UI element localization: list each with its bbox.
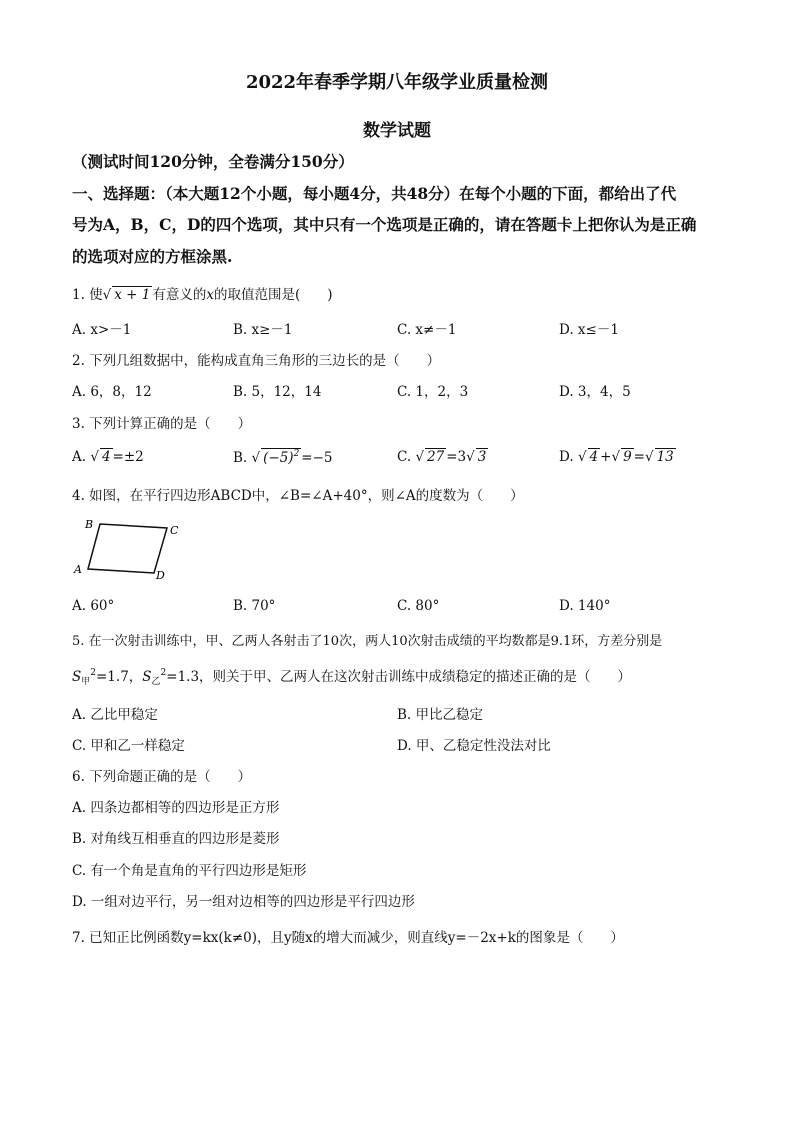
q1-var: x — [206, 287, 215, 303]
question-1-stem — [72, 283, 333, 303]
q2-option-d[interactable]: D. 3，4，5 — [559, 384, 631, 400]
q4-option-c[interactable]: C. 80° — [397, 598, 440, 614]
q1-option-b[interactable]: B. x≥－1 — [233, 322, 293, 338]
q4-option-d[interactable]: D. 140° — [559, 598, 611, 614]
q5-option-c[interactable]: C. 甲和乙一样稳定 — [72, 738, 185, 754]
question-5-stem: 5. 在一次射击训练中，甲、乙两人各射击了10次，两人10次射击成绩的平均数都是9.1环，方差分别是 — [72, 634, 663, 649]
q1-mid: 有意义的 — [152, 287, 207, 303]
parallelogram-figure — [70, 515, 190, 585]
q3-option-d[interactable]: D. √ 4 +√ 9 =√ 13 — [559, 449, 674, 465]
question-3-stem: 3. 下列计算正确的是（ ） — [72, 416, 252, 432]
q3-option-c[interactable]: C. √ 27 =3√ 3 — [397, 449, 487, 465]
q3-option-b[interactable]: B. √ $(-5)^2 =-5$ — [233, 449, 333, 466]
q2-option-a[interactable]: A. 6，8，12 — [72, 384, 152, 400]
question-7-stem: 7. 已知正比例函数y=kx(k≠0)，且y随x的增大而减少，则直线y=－2x+k的图象是（ ） — [72, 930, 624, 946]
q6-option-b[interactable]: B. 对角线互相垂直的四边形是菱形 — [72, 831, 280, 847]
q1-post: 的取值范围是( ) — [214, 287, 333, 303]
q3-option-a[interactable]: A. √ 4 =±2 — [72, 449, 144, 465]
vertex-label-d: D — [156, 569, 165, 582]
q1-option-a[interactable]: A. x>－1 — [72, 322, 132, 338]
question-6-stem: 6. 下列命题正确的是（ ） — [72, 769, 252, 785]
vertex-label-b: B — [85, 518, 94, 531]
q2-option-b[interactable]: B. 5，12，14 — [233, 384, 322, 400]
q6-option-d[interactable]: D. 一组对边平行，另一组对边相等的四边形是平行四边形 — [72, 894, 415, 910]
q1-option-d[interactable]: D. x≤－1 — [559, 322, 619, 338]
q6-option-c[interactable]: C. 有一个角是直角的平行四边形是矩形 — [72, 863, 307, 879]
radical-sign: √ — [102, 287, 112, 303]
q4-option-a[interactable]: A. 60° — [72, 598, 115, 614]
exam-subtitle: 数学试题 — [363, 121, 431, 141]
vertex-label-a: A — [74, 563, 82, 576]
question-2-stem: 2. 下列几组数据中，能构成直角三角形的三边长的是（ ） — [72, 353, 441, 369]
q1-radicand: x + 1 — [114, 287, 151, 303]
parallelogram-shape — [88, 524, 167, 573]
time-note: （测试时间120分钟，全卷满分150分） — [72, 152, 354, 171]
q6-option-a[interactable]: A. 四条边都相等的四边形是正方形 — [72, 800, 280, 816]
section1-line1: 一、选择题：（本大题12个小题，每小题4分，共48分）在每个小题的下面，都给出了代 — [72, 184, 677, 203]
q5-option-b[interactable]: B. 甲比乙稳定 — [397, 707, 484, 723]
section1-line2: 号为A，B，C，D的四个选项，其中只有一个选项是正确的，请在答题卡上把你认为是正确 — [72, 215, 697, 234]
q5-option-d[interactable]: D. 甲、乙稳定性没法对比 — [397, 738, 551, 754]
q2-option-c[interactable]: C. 1，2，3 — [397, 384, 469, 400]
exam-title: 2022年春季学期八年级学业质量检测 — [245, 72, 549, 93]
q4-option-b[interactable]: B. 70° — [233, 598, 276, 614]
q1-option-c[interactable]: C. x≠－1 — [397, 322, 457, 338]
q1-pre: 1. 使 — [72, 287, 103, 303]
q5-option-a[interactable]: A. 乙比甲稳定 — [72, 707, 158, 723]
section1-line3: 的选项对应的方框涂黑. — [72, 247, 233, 266]
question-5-variance: $S_甲^2=1.7$，$S_乙^2=1.3$，则关于甲、乙两人在这次射击训练中成绩稳定的描述正确的是（ ） — [72, 668, 632, 687]
vertex-label-c: C — [170, 524, 179, 537]
question-4-stem: 4. 如图，在平行四边形ABCD中，∠B=∠A+40°，则∠A的度数为（ ） — [72, 488, 524, 504]
